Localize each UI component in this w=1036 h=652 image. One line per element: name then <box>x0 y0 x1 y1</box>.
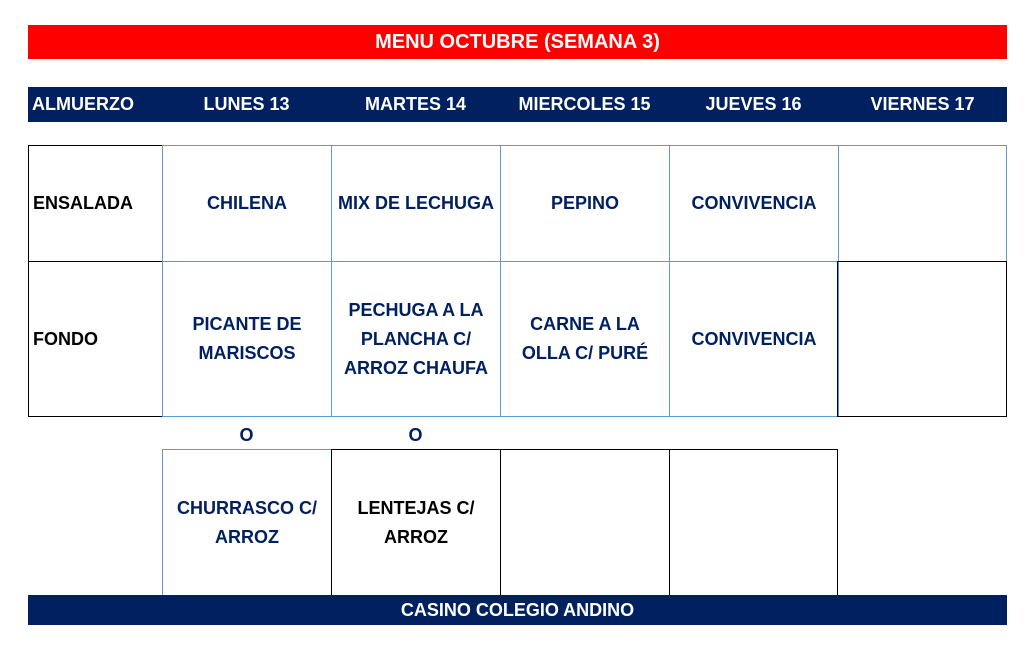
ensalada-label: ENSALADA <box>28 145 163 262</box>
ensalada-tuesday: MIX DE LECHUGA <box>331 145 501 262</box>
day-header-monday: LUNES 13 <box>203 94 290 114</box>
or-separator-tuesday: O <box>408 424 423 445</box>
fondo-wednesday: CARNE A LA OLLA C/ PURÉ <box>500 261 670 417</box>
day-header-wednesday: MIERCOLES 15 <box>518 94 651 114</box>
alternativa-thursday <box>669 449 838 596</box>
day-header-row <box>28 87 1007 122</box>
alternativa-monday: CHURRASCO C/ ARROZ <box>162 449 332 596</box>
alternativa-wednesday <box>500 449 670 596</box>
menu-title: MENU OCTUBRE (SEMANA 3) <box>28 25 1007 59</box>
footer-school-name: CASINO COLEGIO ANDINO <box>28 595 1007 625</box>
day-header-tuesday: MARTES 14 <box>364 94 467 114</box>
ensalada-monday: CHILENA <box>162 145 332 262</box>
fondo-friday <box>837 261 1007 417</box>
ensalada-wednesday: PEPINO <box>500 145 670 262</box>
ensalada-thursday: CONVIVENCIA <box>669 145 839 262</box>
fondo-label: FONDO <box>28 261 163 417</box>
fondo-thursday: CONVIVENCIA <box>669 261 839 417</box>
day-header-thursday: JUEVES 16 <box>705 94 802 114</box>
day-header-friday: VIERNES 17 <box>870 94 975 114</box>
ensalada-friday <box>838 145 1007 262</box>
fondo-tuesday: PECHUGA A LA PLANCHA C/ ARROZ CHAUFA <box>331 261 501 417</box>
or-separator-monday: O <box>239 424 254 445</box>
fondo-monday: PICANTE DE MARISCOS <box>162 261 332 417</box>
meal-header: ALMUERZO <box>32 94 134 114</box>
alternativa-tuesday: LENTEJAS C/ ARROZ <box>331 449 501 596</box>
